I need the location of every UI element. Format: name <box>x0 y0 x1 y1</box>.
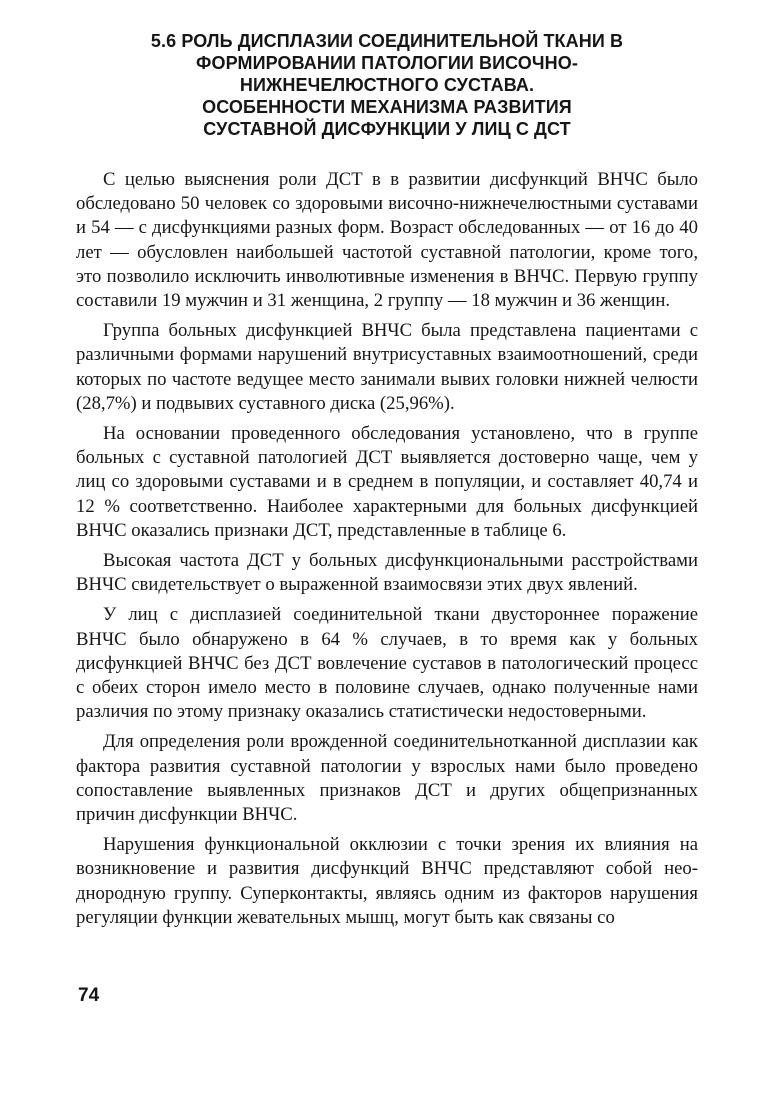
body-text <box>76 168 698 930</box>
paragraph: Высокая частота ДСТ у больных дисфункциональными расстройствами ВНЧС свидетельствует о выраженной взаимосвязи этих двух явлений. <box>76 550 698 596</box>
heading-line: ОСОБЕННОСТИ МЕХАНИЗМА РАЗВИТИЯ <box>202 97 572 117</box>
paragraph: Нарушения функциональной окклюзии с точки зрения их влияния на возникновение и развития дисфункций ВНЧС представляют собой неоднородную группу. Суперконтакты, являясь одним из факторов нарушения регуляции функции жевательных мышц, могут быть как связаны со <box>76 834 698 928</box>
paragraph: На основании проведенного обследования установлено, что в группе больных с суставной патологией ДСТ выявляется достоверно чаще, чем у лиц со здоровыми суставами и в среднем в популяции, и составляет 40,74 и 12 % соответственно. Наиболее характерными для больных дисфункцией ВНЧС оказались признаки ДСТ, представленные в таблице 6. <box>76 423 698 541</box>
heading-line: ФОРМИРОВАНИИ ПАТОЛОГИИ ВИСОЧНО- <box>196 53 578 73</box>
heading-line: 5.6 РОЛЬ ДИСПЛАЗИИ СОЕДИНИТЕЛЬНОЙ ТКАНИ В <box>150 31 624 51</box>
paragraph: Группа больных дисфункцией ВНЧС была представлена пациентами с различными формами нарушений внутрисуставных взаимоотношений, среди которых по частоте ведущее место занимали вывих головки нижней челюсти (28,7%) и подвывих суставного диска (25,96%). <box>76 320 698 414</box>
page-number: 74 <box>78 985 100 1006</box>
paragraph: У лиц с дисплазией соединительной ткани двустороннее поражение ВНЧС было обнаружено в 64 % случаев, в то время как у больных дисфункцией ВНЧС без ДСТ вовлечение суставов в патологический процесс с обеих сторон имело место в половине случаев, однако полученные нами различия по этому признаку оказались статистически недостоверными. <box>76 604 698 723</box>
heading-line: НИЖНЕЧЕЛЮСТНОГО СУСТАВА. <box>239 75 535 95</box>
paragraph: С целью выяснения роли ДСТ в в развитии дисфункций ВНЧС было обследовано 50 человек со здоровыми височно-нижнечелюстными суставами и 54 — с дисфункциями разных форм. Возраст обследованных — от 16 до 40 лет — обусловлен наибольшей частотой суставной патологии, кроме того, это позволило исключить инволютивные изменения в ВНЧС. Первую группу составили 19 мужчин и 31 женщина, 2 группу — 18 мужчин и 36 женщин. <box>76 169 698 312</box>
paragraph: Для определения роли врожденной соединительнотканной дисплазии как фактора развития суставной патологии у взрослых нами было проведено сопоставление выявленных признаков ДСТ и других общепризнанных причин дисфункции ВНЧС. <box>76 731 698 826</box>
section-heading <box>76 30 698 140</box>
page-content <box>76 30 698 936</box>
heading-line: СУСТАВНОЙ ДИСФУНКЦИИ У ЛИЦ С ДСТ <box>203 119 571 139</box>
